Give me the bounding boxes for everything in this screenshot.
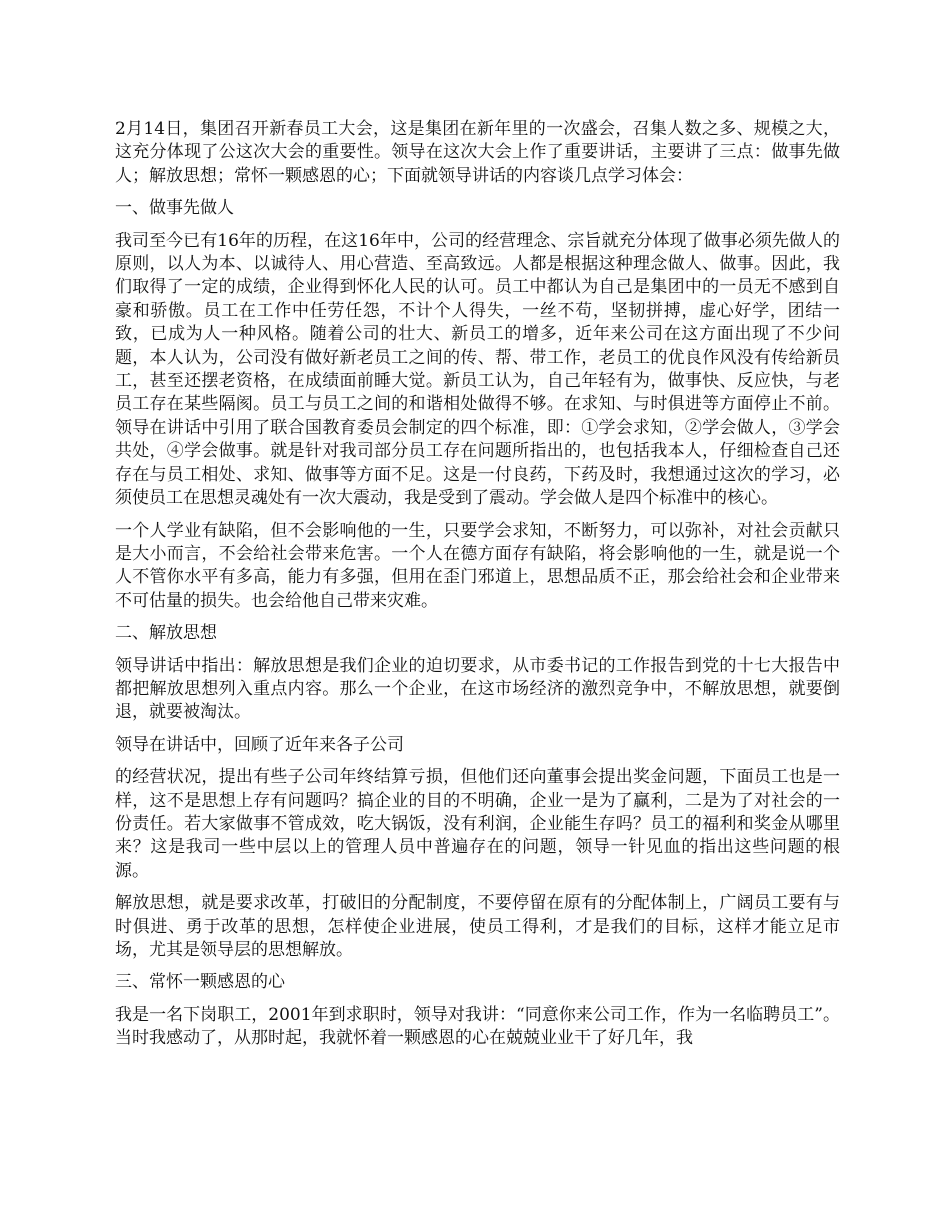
intro-paragraph: 2月14日，集团召开新春员工大会，这是集团在新年里的一次盛会，召集人数之多、规模之大，这充分体现了公这次大会的重要性。领导在这次大会上作了重要讲话，主要讲了三点：做事先做人；解放思想；常怀一颗感恩的心；下面就领导讲话的内容谈几点学习体会： [115,119,840,186]
section-1-paragraph-2: 一个人学业有缺陷，但不会影响他的一生，只要学会求知，不断努力，可以弥补，对社会贡献只是大小而言，不会给社会带来危害。一个人在德方面存有缺陷，将会影响他的一生，就是说一个人不管你水平有多高，能力有多强，但用在歪门邪道上，思想品质不正，那会给社会和企业带来不可估量的损失。也会给他自己带来灾难。 [115,520,840,611]
section-2-paragraph-3: 的经营状况，提出有些子公司年终结算亏损，但他们还向董事会提出奖金问题，下面员工也是一样，这不是思想上存有问题吗？搞企业的目的不明确，企业一是为了赢利，二是为了对社会的一份责任。若大家做事不管成效，吃大锅饭，没有利润，企业能生存吗？员工的福利和奖金从哪里来？这是我司一些中层以上的管理人员中普遍存在的问题，领导一针见血的指出这些问题的根源。 [115,767,840,881]
section-2-paragraph-2: 领导在讲话中，回顾了近年来各子公司 [115,734,404,755]
section-1-paragraph-1: 我司至今已有16年的历程，在这16年中，公司的经营理念、宗旨就充分体现了做事必须先做人的原则，以人为本、以诚待人、用心营造、至高致远。人都是根据这种理念做人、做事。因此，我们取得了一定的成绩，企业得到怀化人民的认可。员工中都认为自己是集团中的一员无不感到自豪和骄傲。员工在工作中任劳任怨，不计个人得失，一丝不苟，坚韧拼搏，虚心好学，团结一致，已成为人一种风格。随着公司的壮大、新员工的增多，近年来公司在这方面出现了不少问题，本人认为，公司没有做好新老员工之间的传、帮、带工作，老员工的优良作风没有传给新员工，甚至还摆老资格，在成绩面前睡大觉。新员工认为，自己年轻有为，做事快、反应快，与老员工存在某些隔阂。员工与员工之间的和谐相处做得不够。在求知、与时俱进等方面停止不前。领导在讲话中引用了联合国教育委员会制定的四个标准，即：①学会求知，②学会做人，③学会共处，④学会做事。就是针对我司部分员工存在问题所指出的，也包括我本人，仔细检查自己还存在与员工相处、求知、做事等方面不足。这是一付良药，下药及时，我想通过这次的学习，必须使员工在思想灵魂处有一次大震动，我是受到了震动。学会做人是四个标准中的核心。 [115,230,840,509]
section-heading-3: 三、常怀一颗感恩的心 [115,972,285,993]
section-2-paragraph-1: 领导讲话中指出：解放思想是我们企业的迫切要求，从市委书记的工作报告到党的十七大报告中都把解放思想列入重点内容。那么一个企业，在这市场经济的激烈竞争中，不解放思想，就要倒退，就要被淘汰。 [115,655,840,723]
document-body [115,118,840,1060]
section-3-paragraph-1: 我是一名下岗职工，2001年到求职时，领导对我讲：“同意你来公司工作，作为一名临聘员工”。当时我感动了，从那时起，我就怀着一颗感恩的心在兢兢业业干了好几年，我 [115,1004,840,1049]
section-heading-1: 一、做事先做人 [115,198,234,219]
section-heading-2: 二、解放思想 [115,623,217,644]
section-2-paragraph-4: 解放思想，就是要求改革，打破旧的分配制度，不要停留在原有的分配体制上，广阔员工要有与时俱进、勇于改革的思想，怎样使企业进展，使员工得利，才是我们的目标，这样才能立足市场，尤其是领导层的思想解放。 [115,893,840,960]
